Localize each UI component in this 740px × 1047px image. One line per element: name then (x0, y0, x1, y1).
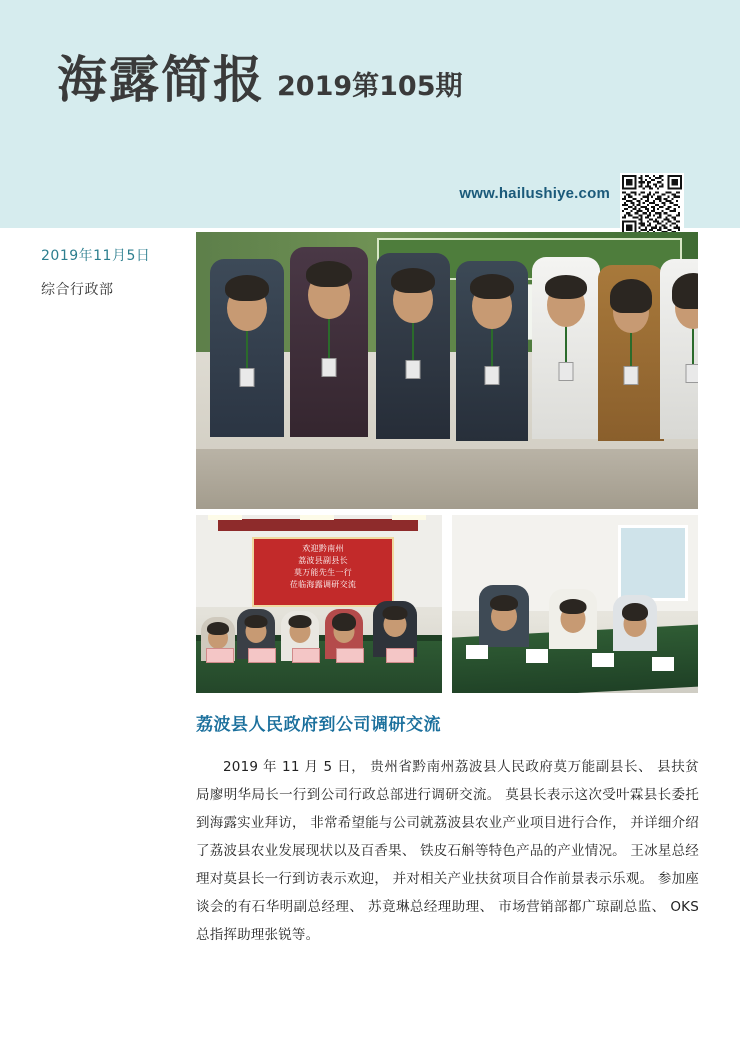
document-paper (592, 653, 614, 667)
ceiling-light-icon (392, 515, 426, 520)
poster-line-2: 荔波县副县长 (298, 556, 348, 565)
website-link[interactable]: www.hailushiye.com (459, 185, 610, 202)
document-paper (652, 657, 674, 671)
group-photo-main (196, 232, 698, 509)
publish-date: 2019年11月5日 (41, 248, 151, 264)
article-body: 2019 年 11 月 5 日， 贵州省黔南州荔波县人民政府莫万能副县长、 县扶贫局廖明华局长一行到公司行政总部进行调研交流。 莫县长表示这次受叶霖县长委托到海露实业拜访， 非常希望能与公司就荔波县农业产业项目进行合作， 并详细介绍了荔波县农业发展现状以及百香果、 铁皮石斛等特色产品的产业情况。 王冰星总经理对莫县长一行到访表示欢迎， 并对相关产业扶贫项目合作前景表示乐观。 参加座谈会的有石华明副总经理、 苏竟琳总经理助理、 市场营销部都广琼副总监、 OKS 总指挥助理张锐等。 (196, 759, 699, 943)
name-card (292, 648, 320, 663)
qr-code-icon[interactable] (620, 173, 684, 237)
person-5 (530, 257, 602, 509)
seated-person-2 (548, 589, 598, 693)
welcome-poster (252, 537, 394, 607)
poster-line-3: 莫万能先生一行 (293, 568, 353, 577)
person-7 (658, 259, 698, 509)
header-band (0, 0, 740, 228)
name-card (248, 648, 276, 663)
name-card (206, 648, 234, 663)
poster-line-1: 欢迎黔南州 (302, 544, 344, 553)
ceiling-light-icon (208, 515, 242, 520)
seated-person-1 (478, 585, 530, 693)
document-paper (526, 649, 548, 663)
meeting-photo-left (196, 515, 442, 693)
ceiling-light-icon (300, 515, 334, 520)
person-4 (454, 261, 530, 509)
photo-header-strip (218, 519, 418, 531)
meta-column (41, 245, 191, 299)
person-2 (288, 247, 370, 509)
department-name: 综合行政部 (41, 282, 114, 298)
seated-person-5 (372, 601, 418, 693)
document-paper (466, 645, 488, 659)
person-6 (596, 265, 666, 509)
page-title: 海露简报 (57, 51, 265, 109)
issue-number: 2019第105期 (277, 71, 463, 102)
person-3 (374, 253, 452, 509)
name-card (386, 648, 414, 663)
meeting-photo-right (452, 515, 698, 693)
article-title: 荔波县人民政府到公司调研交流 (196, 715, 441, 735)
window (618, 525, 688, 601)
name-card (336, 648, 364, 663)
masthead (57, 51, 463, 109)
article (196, 710, 699, 949)
person-1 (208, 259, 286, 509)
seated-person-3 (612, 595, 658, 693)
poster-line-4: 莅临海露调研交流 (289, 580, 357, 589)
